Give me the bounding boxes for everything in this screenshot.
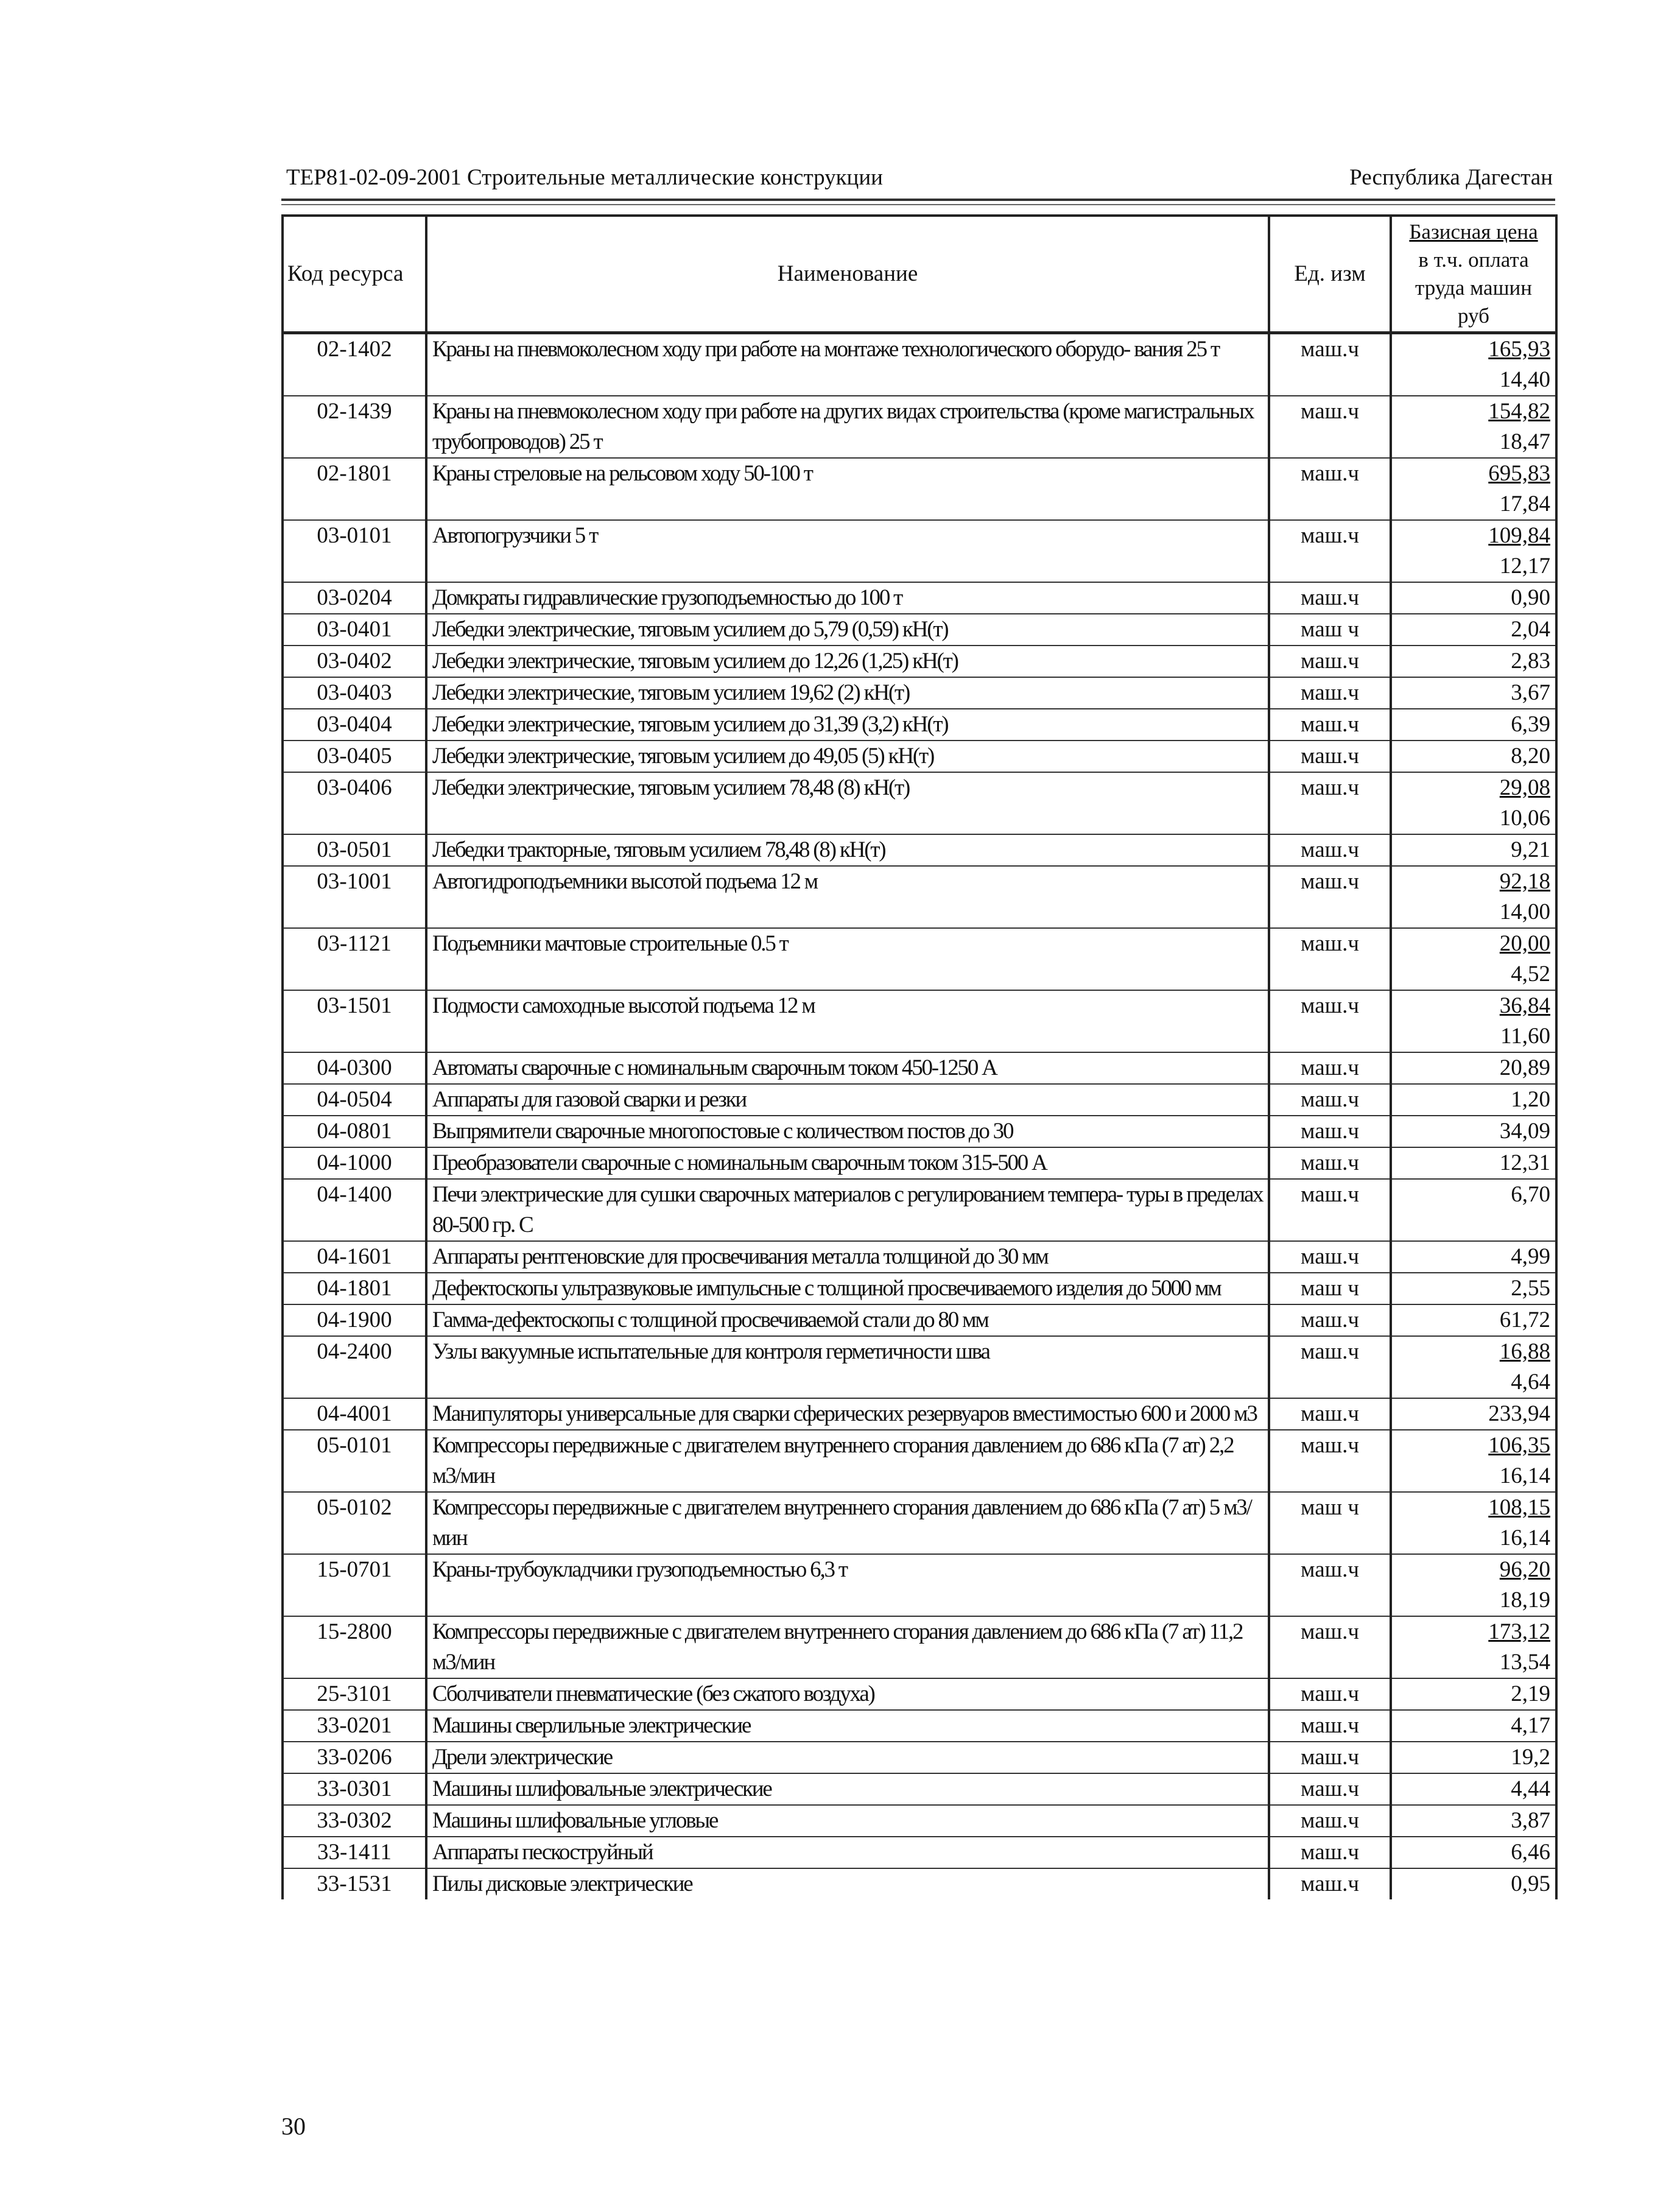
price-cell <box>1391 1084 1556 1116</box>
base-price: 154,82 <box>1488 399 1550 424</box>
resource-name: Аппараты пескоструйный <box>426 1837 1269 1868</box>
price-cell <box>1391 333 1556 396</box>
unit-of-measure: маш.ч <box>1269 582 1391 614</box>
resource-code: 04-1601 <box>283 1241 426 1273</box>
unit-of-measure: маш.ч <box>1269 772 1391 834</box>
resource-name: Лебедки электрические, тяговым усилием до 31,39 (3,2) кН(т) <box>426 709 1269 741</box>
base-price: 695,83 <box>1488 461 1550 486</box>
resource-name: Подъемники мачтовые строительные 0.5 т <box>426 928 1269 990</box>
unit-of-measure: маш.ч <box>1269 1742 1391 1773</box>
labor-price: 17,84 <box>1499 491 1550 516</box>
unit-of-measure: маш.ч <box>1269 1430 1391 1492</box>
resource-code: 04-1000 <box>283 1147 426 1179</box>
resource-name: Автопогрузчики 5 т <box>426 520 1269 582</box>
resource-name: Дрели электрические <box>426 1742 1269 1773</box>
unit-of-measure: маш.ч <box>1269 1554 1391 1616</box>
table-row <box>283 1868 1556 1899</box>
unit-of-measure: маш ч <box>1269 1492 1391 1554</box>
resource-name: Аппараты рентгеновские для просвечивания металла толщиной до 30 мм <box>426 1241 1269 1273</box>
base-price: 9,21 <box>1511 837 1550 862</box>
resource-code: 33-0302 <box>283 1805 426 1837</box>
resource-code: 04-0504 <box>283 1084 426 1116</box>
price-cell <box>1391 1116 1556 1147</box>
resource-name: Печи электрические для сушки сварочных материалов с регулированием темпера- туры в пределах 80-500 гр. С <box>426 1179 1269 1241</box>
base-price: 173,12 <box>1488 1619 1550 1644</box>
table-row <box>283 1147 1556 1179</box>
resource-code: 33-1411 <box>283 1837 426 1868</box>
resource-code: 02-1439 <box>283 396 426 458</box>
table-row <box>283 834 1556 866</box>
unit-of-measure: маш.ч <box>1269 458 1391 520</box>
table-row <box>283 1116 1556 1147</box>
unit-of-measure: маш.ч <box>1269 677 1391 709</box>
base-price: 6,70 <box>1511 1182 1550 1207</box>
resource-code: 15-0701 <box>283 1554 426 1616</box>
table-row <box>283 1773 1556 1805</box>
base-price: 19,2 <box>1511 1745 1550 1770</box>
resource-code: 03-0404 <box>283 709 426 741</box>
resource-code: 04-2400 <box>283 1336 426 1398</box>
base-price: 61,72 <box>1499 1307 1550 1332</box>
resource-code: 03-0501 <box>283 834 426 866</box>
unit-of-measure: маш.ч <box>1269 1398 1391 1430</box>
table-row <box>283 520 1556 582</box>
resource-code: 25-3101 <box>283 1678 426 1710</box>
table-row <box>283 582 1556 614</box>
price-cell <box>1391 1336 1556 1398</box>
unit-of-measure: маш.ч <box>1269 1084 1391 1116</box>
price-cell <box>1391 1430 1556 1492</box>
base-price: 8,20 <box>1511 744 1550 769</box>
base-price: 109,84 <box>1488 523 1550 548</box>
unit-of-measure: маш.ч <box>1269 1805 1391 1837</box>
resource-name: Машины шлифовальные угловые <box>426 1805 1269 1837</box>
resource-code: 03-0405 <box>283 741 426 772</box>
resource-code: 02-1801 <box>283 458 426 520</box>
price-cell <box>1391 1492 1556 1554</box>
table-row <box>283 1805 1556 1837</box>
labor-price: 11,60 <box>1500 1024 1550 1049</box>
resource-code: 03-1001 <box>283 866 426 928</box>
unit-of-measure: маш.ч <box>1269 1052 1391 1084</box>
unit-of-measure: маш.ч <box>1269 1868 1391 1899</box>
resource-name: Лебедки электрические, тяговым усилием 19,62 (2) кН(т) <box>426 677 1269 709</box>
resource-name: Краны на пневмоколесном ходу при работе на монтаже технологического оборудо- вания 25 т <box>426 333 1269 396</box>
base-price: 2,04 <box>1511 617 1550 642</box>
price-header-line: в т.ч. оплата <box>1418 248 1529 272</box>
price-cell <box>1391 1304 1556 1336</box>
resource-name: Краны стреловые на рельсовом ходу 50-100 т <box>426 458 1269 520</box>
table-row <box>283 1710 1556 1742</box>
price-cell <box>1391 772 1556 834</box>
unit-of-measure: маш.ч <box>1269 1336 1391 1398</box>
price-cell <box>1391 677 1556 709</box>
table-row <box>283 333 1556 396</box>
resource-code: 04-0801 <box>283 1116 426 1147</box>
resource-code: 03-1121 <box>283 928 426 990</box>
base-price: 2,55 <box>1511 1276 1550 1301</box>
column-header-code: Код ресурса <box>283 216 426 333</box>
resource-name: Лебедки электрические, тяговым усилием до 49,05 (5) кН(т) <box>426 741 1269 772</box>
price-cell <box>1391 1710 1556 1742</box>
resource-name: Дефектоскопы ультразвуковые импульсные с толщиной просвечиваемого изделия до 5000 мм <box>426 1273 1269 1304</box>
table-row <box>283 741 1556 772</box>
resource-name: Автогидроподъемники высотой подъема 12 м <box>426 866 1269 928</box>
labor-price: 18,47 <box>1499 429 1550 454</box>
table-row <box>283 1678 1556 1710</box>
column-header-unit: Ед. изм <box>1269 216 1391 333</box>
resource-name: Машины шлифовальные электрические <box>426 1773 1269 1805</box>
resource-code: 33-0201 <box>283 1710 426 1742</box>
table-row <box>283 1398 1556 1430</box>
price-header-line: труда машин <box>1415 276 1532 300</box>
resource-code: 04-1400 <box>283 1179 426 1241</box>
labor-price: 14,00 <box>1499 899 1550 924</box>
unit-of-measure: маш.ч <box>1269 709 1391 741</box>
resource-code: 05-0101 <box>283 1430 426 1492</box>
resource-code: 15-2800 <box>283 1616 426 1678</box>
resource-code: 04-1801 <box>283 1273 426 1304</box>
base-price: 3,87 <box>1511 1808 1550 1833</box>
base-price: 20,89 <box>1499 1055 1550 1080</box>
resource-name: Компрессоры передвижные с двигателем внутреннего сгорания давлением до 686 кПа (7 ат) 2,2 м3/мин <box>426 1430 1269 1492</box>
resource-name: Подмости самоходные высотой подъема 12 м <box>426 990 1269 1052</box>
resource-code: 02-1402 <box>283 333 426 396</box>
table-row <box>283 1837 1556 1868</box>
price-cell <box>1391 709 1556 741</box>
resource-code: 33-0301 <box>283 1773 426 1805</box>
unit-of-measure: маш.ч <box>1269 1678 1391 1710</box>
price-cell <box>1391 1868 1556 1899</box>
table-row <box>283 1742 1556 1773</box>
unit-of-measure: маш.ч <box>1269 1147 1391 1179</box>
unit-of-measure: маш.ч <box>1269 1116 1391 1147</box>
base-price: 2,83 <box>1511 649 1550 674</box>
price-cell <box>1391 1805 1556 1837</box>
table-row <box>283 1616 1556 1678</box>
price-cell <box>1391 1398 1556 1430</box>
labor-price: 18,19 <box>1499 1588 1550 1613</box>
resource-code: 03-0402 <box>283 646 426 677</box>
table-row <box>283 1241 1556 1273</box>
base-price: 0,95 <box>1511 1871 1550 1896</box>
price-cell <box>1391 520 1556 582</box>
resource-name: Пилы дисковые электрические <box>426 1868 1269 1899</box>
base-price: 1,20 <box>1511 1087 1550 1112</box>
resource-code: 03-0406 <box>283 772 426 834</box>
unit-of-measure: маш.ч <box>1269 1616 1391 1678</box>
region-name: Республика Дагестан <box>1349 165 1553 190</box>
resource-code: 03-1501 <box>283 990 426 1052</box>
unit-of-measure: маш.ч <box>1269 1710 1391 1742</box>
resource-name: Компрессоры передвижные с двигателем внутреннего сгорания давлением до 686 кПа (7 ат) 11,2 м3/мин <box>426 1616 1269 1678</box>
price-cell <box>1391 1179 1556 1241</box>
base-price: 4,44 <box>1511 1776 1550 1801</box>
base-price: 96,20 <box>1499 1557 1550 1582</box>
table-row <box>283 396 1556 458</box>
price-cell <box>1391 582 1556 614</box>
base-price: 4,99 <box>1511 1244 1550 1269</box>
unit-of-measure: маш.ч <box>1269 520 1391 582</box>
resource-name: Преобразователи сварочные с номинальным сварочным током 315-500 А <box>426 1147 1269 1179</box>
table-row <box>283 1273 1556 1304</box>
unit-of-measure: маш.ч <box>1269 1179 1391 1241</box>
price-cell <box>1391 1241 1556 1273</box>
labor-price: 4,52 <box>1511 962 1550 987</box>
page-header <box>286 157 1553 196</box>
labor-price: 14,40 <box>1499 367 1550 392</box>
unit-of-measure: маш.ч <box>1269 741 1391 772</box>
unit-of-measure: маш.ч <box>1269 1837 1391 1868</box>
table-row <box>283 458 1556 520</box>
base-price: 165,93 <box>1488 337 1550 362</box>
price-cell <box>1391 866 1556 928</box>
table-row <box>283 1430 1556 1492</box>
table-row <box>283 1084 1556 1116</box>
price-cell <box>1391 1616 1556 1678</box>
resource-name: Манипуляторы универсальные для сварки сферических резервуаров вместимостью 600 и 2000 м3 <box>426 1398 1269 1430</box>
table-row <box>283 1554 1556 1616</box>
resource-name: Краны-трубоукладчики грузоподъемностью 6,3 т <box>426 1554 1269 1616</box>
resource-code: 03-0401 <box>283 614 426 646</box>
base-price: 2,19 <box>1511 1681 1550 1706</box>
base-price: 6,46 <box>1511 1840 1550 1865</box>
price-cell <box>1391 834 1556 866</box>
resource-code: 05-0102 <box>283 1492 426 1554</box>
resource-name: Автоматы сварочные с номинальным сварочным током 450-1250 А <box>426 1052 1269 1084</box>
price-header-line: руб <box>1458 304 1489 328</box>
labor-price: 4,64 <box>1511 1370 1550 1395</box>
table-row <box>283 709 1556 741</box>
unit-of-measure: маш.ч <box>1269 866 1391 928</box>
resource-code: 04-1900 <box>283 1304 426 1336</box>
base-price: 108,15 <box>1488 1495 1550 1520</box>
resource-name: Выпрямители сварочные многопостовые с количеством постов до 30 <box>426 1116 1269 1147</box>
resource-code: 04-0300 <box>283 1052 426 1084</box>
base-price: 92,18 <box>1499 869 1550 894</box>
base-price: 16,88 <box>1499 1339 1550 1364</box>
base-price: 12,31 <box>1499 1150 1550 1175</box>
price-cell <box>1391 1837 1556 1868</box>
resource-name: Краны на пневмоколесном ходу при работе на других видах строительства (кроме магистральных трубопроводов) 25 т <box>426 396 1269 458</box>
resource-name: Лебедки электрические, тяговым усилием до 5,79 (0,59) кН(т) <box>426 614 1269 646</box>
resource-name: Лебедки электрические, тяговым усилием до 12,26 (1,25) кН(т) <box>426 646 1269 677</box>
resource-name: Узлы вакуумные испытательные для контроля герметичности шва <box>426 1336 1269 1398</box>
price-cell <box>1391 646 1556 677</box>
resource-table <box>281 214 1558 1899</box>
unit-of-measure: маш.ч <box>1269 646 1391 677</box>
table-row <box>283 1304 1556 1336</box>
resource-name: Машины сверлильные электрические <box>426 1710 1269 1742</box>
base-price: 29,08 <box>1499 775 1550 800</box>
base-price: 6,39 <box>1511 712 1550 737</box>
unit-of-measure: маш.ч <box>1269 396 1391 458</box>
price-cell <box>1391 928 1556 990</box>
resource-name: Лебедки электрические, тяговым усилием 78,48 (8) кН(т) <box>426 772 1269 834</box>
column-header-name: Наименование <box>426 216 1269 333</box>
price-cell <box>1391 1554 1556 1616</box>
table-row <box>283 614 1556 646</box>
resource-name: Лебедки тракторные, тяговым усилием 78,48 (8) кН(т) <box>426 834 1269 866</box>
resource-name: Сболчиватели пневматические (без сжатого воздуха) <box>426 1678 1269 1710</box>
price-cell <box>1391 741 1556 772</box>
labor-price: 10,06 <box>1499 806 1550 831</box>
unit-of-measure: маш.ч <box>1269 1304 1391 1336</box>
base-price: 34,09 <box>1499 1119 1550 1144</box>
price-cell <box>1391 1273 1556 1304</box>
labor-price: 16,14 <box>1499 1525 1550 1550</box>
price-header-line: Базисная цена <box>1409 220 1538 244</box>
price-cell <box>1391 990 1556 1052</box>
resource-code: 03-0204 <box>283 582 426 614</box>
base-price: 106,35 <box>1488 1433 1550 1458</box>
labor-price: 16,14 <box>1499 1463 1550 1488</box>
table-row <box>283 772 1556 834</box>
price-cell <box>1391 396 1556 458</box>
unit-of-measure: маш.ч <box>1269 1773 1391 1805</box>
table-row <box>283 1179 1556 1241</box>
resource-code: 03-0101 <box>283 520 426 582</box>
table-row <box>283 1492 1556 1554</box>
resource-code: 03-0403 <box>283 677 426 709</box>
resource-code: 33-0206 <box>283 1742 426 1773</box>
unit-of-measure: маш ч <box>1269 1273 1391 1304</box>
column-header-price <box>1391 216 1556 333</box>
table-row <box>283 1336 1556 1398</box>
price-cell <box>1391 614 1556 646</box>
unit-of-measure: маш.ч <box>1269 834 1391 866</box>
base-price: 4,17 <box>1511 1713 1550 1738</box>
table-row <box>283 1052 1556 1084</box>
resource-name: Аппараты для газовой сварки и резки <box>426 1084 1269 1116</box>
resource-code: 33-1531 <box>283 1868 426 1899</box>
unit-of-measure: маш.ч <box>1269 333 1391 396</box>
labor-price: 13,54 <box>1499 1650 1550 1675</box>
table-row <box>283 677 1556 709</box>
unit-of-measure: маш ч <box>1269 614 1391 646</box>
table-body <box>283 333 1556 1900</box>
price-cell <box>1391 1052 1556 1084</box>
table-row <box>283 646 1556 677</box>
document-title: ТЕР81-02-09-2001 Строительные металлические конструкции <box>286 165 883 190</box>
resource-code: 04-4001 <box>283 1398 426 1430</box>
price-cell <box>1391 1742 1556 1773</box>
base-price: 36,84 <box>1499 993 1550 1018</box>
price-cell <box>1391 1147 1556 1179</box>
table-row <box>283 990 1556 1052</box>
unit-of-measure: маш.ч <box>1269 928 1391 990</box>
price-cell <box>1391 1678 1556 1710</box>
table-row <box>283 866 1556 928</box>
table-row <box>283 928 1556 990</box>
base-price: 0,90 <box>1511 585 1550 610</box>
table-header-row <box>283 216 1556 333</box>
unit-of-measure: маш.ч <box>1269 990 1391 1052</box>
base-price: 3,67 <box>1511 680 1550 705</box>
page-number: 30 <box>281 2113 306 2140</box>
price-cell <box>1391 458 1556 520</box>
labor-price: 12,17 <box>1499 554 1550 579</box>
resource-name: Домкраты гидравлические грузоподъемностью до 100 т <box>426 582 1269 614</box>
resource-name: Компрессоры передвижные с двигателем внутреннего сгорания давлением до 686 кПа (7 ат) 5 м3/мин <box>426 1492 1269 1554</box>
base-price: 233,94 <box>1488 1401 1550 1426</box>
header-rule <box>281 199 1555 205</box>
base-price: 20,00 <box>1499 931 1550 956</box>
resource-name: Гамма-дефектоскопы с толщиной просвечиваемой стали до 80 мм <box>426 1304 1269 1336</box>
price-cell <box>1391 1773 1556 1805</box>
unit-of-measure: маш.ч <box>1269 1241 1391 1273</box>
